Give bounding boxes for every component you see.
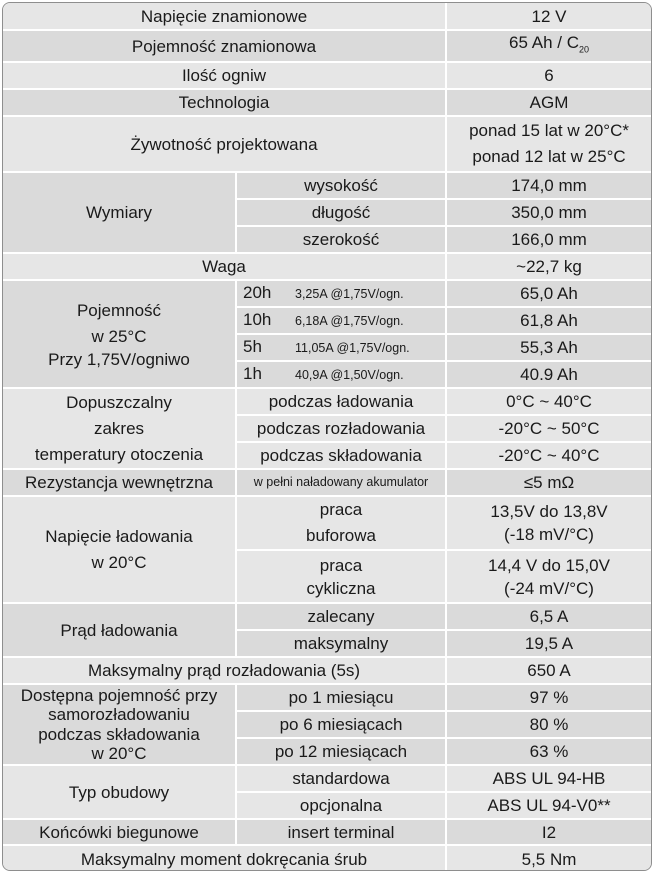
capacity-value: 61,8 Ah (446, 307, 651, 334)
capacity-value: 40.9 Ah (446, 361, 651, 388)
capacity-label-1: Pojemność (76, 301, 162, 321)
float-value-1: 13,5V do 13,8V (490, 502, 608, 522)
design-life-value-2: ponad 12 lat w 25°C (472, 147, 626, 167)
design-life-value-1: ponad 15 lat w 20°C* (469, 121, 629, 141)
row-cells (3, 62, 651, 89)
capacity-rate (236, 307, 446, 334)
charge-current-type: maksymalny (236, 630, 446, 657)
temperature-label-2: zakres (93, 418, 145, 438)
charge-voltage-label-2: w 20°C (91, 552, 147, 572)
self-discharge-value: 63 % (446, 738, 651, 765)
row-charge-current-recommended (3, 603, 651, 630)
capacity-label (3, 280, 236, 388)
dimension-value: 350,0 mm (446, 199, 651, 226)
temperature-condition: podczas składowania (236, 442, 446, 469)
charge-current-value: 19,5 A (446, 630, 651, 657)
float-mode-1: praca (319, 500, 363, 520)
temperature-value: 0°C ~ 40°C (446, 388, 651, 415)
row-technology (3, 89, 651, 116)
capacity-rate (236, 280, 446, 307)
torque-value: 5,5 Nm (446, 845, 651, 871)
self-discharge-label-3: podczas składowania (38, 724, 200, 744)
dimension-label: wysokość (236, 172, 446, 199)
charge-current-label: Prąd ładowania (3, 603, 236, 657)
charge-current-value: 6,5 A (446, 603, 651, 630)
technology-value: AGM (446, 89, 651, 116)
capacity-rate (236, 361, 446, 388)
nominal-capacity-label: Pojemność znamionowa (3, 30, 446, 62)
max-discharge-value: 650 A (446, 657, 651, 684)
weight-value: ~22,7 kg (446, 253, 651, 280)
temperature-label-1: Dopuszczalny (66, 392, 172, 412)
cycle-value (446, 550, 651, 603)
weight-label: Waga (3, 253, 446, 280)
terminals-value: I2 (446, 819, 651, 845)
self-discharge-label (3, 684, 236, 765)
resistance-condition: w pełni naładowany akumulator (236, 469, 446, 496)
capacity-hours: 5h (243, 337, 262, 357)
cells-value: 6 (446, 62, 651, 89)
nominal-capacity-value-main: 65 Ah / C (509, 33, 579, 52)
row-nominal-capacity (3, 30, 651, 62)
capacity-value: 55,3 Ah (446, 334, 651, 361)
float-value (446, 496, 651, 550)
float-value-2: (-18 mV/°C) (504, 525, 594, 545)
cycle-value-1: 14,4 V do 15,0V (488, 555, 610, 575)
row-nominal-voltage (3, 3, 651, 30)
float-mode-2: buforowa (306, 526, 376, 546)
row-capacity-20h (3, 280, 651, 307)
torque-label: Maksymalny moment dokręcania śrub (3, 845, 446, 871)
cycle-mode-1: praca (319, 555, 363, 575)
nominal-capacity-value-sub: 20 (578, 44, 589, 55)
temperature-label (3, 388, 236, 469)
row-max-discharge (3, 657, 651, 684)
spec-table-frame (2, 2, 652, 871)
capacity-label-3: Przy 1,75V/ogniwo (48, 350, 190, 370)
row-case-standard (3, 765, 651, 792)
resistance-label: Rezystancja wewnętrzna (3, 469, 236, 496)
case-value: ABS UL 94-HB (446, 765, 651, 792)
case-variant: opcjonalna (236, 792, 446, 819)
self-discharge-value: 97 % (446, 684, 651, 711)
technology-label: Technologia (3, 89, 446, 116)
self-discharge-label-4: w 20°C (91, 744, 147, 764)
row-terminals (3, 819, 651, 845)
nominal-voltage-value: 12 V (446, 3, 651, 30)
self-discharge-period: po 12 miesiącach (236, 738, 446, 765)
row-resistance (3, 469, 651, 496)
case-variant: standardowa (236, 765, 446, 792)
temperature-label-3: temperatury otoczenia (34, 444, 204, 464)
self-discharge-period: po 6 miesiącach (236, 711, 446, 738)
row-charge-voltage-float (3, 496, 651, 550)
self-discharge-label-2: samorozładowaniu (48, 705, 190, 725)
cycle-mode (236, 550, 446, 603)
nominal-capacity-value (446, 30, 651, 62)
row-self-discharge-1 (3, 684, 651, 711)
float-mode (236, 496, 446, 550)
capacity-value: 65,0 Ah (446, 280, 651, 307)
case-type-label: Typ obudowy (3, 765, 236, 819)
self-discharge-label-1: Dostępna pojemność przy (20, 685, 218, 705)
capacity-hours: 10h (243, 310, 272, 330)
dimension-value: 166,0 mm (446, 226, 651, 253)
capacity-current: 3,25A @1,75V/ogn. (295, 287, 404, 302)
capacity-hours: 1h (243, 364, 262, 384)
case-value: ABS UL 94-V0** (446, 792, 651, 819)
charge-voltage-label (3, 496, 236, 603)
capacity-current: 40,9A @1,50V/ogn. (295, 368, 404, 383)
cycle-mode-2: cykliczna (306, 578, 376, 598)
temperature-condition: podczas rozładowania (236, 415, 446, 442)
max-discharge-label: Maksymalny prąd rozładowania (5s) (3, 657, 446, 684)
terminals-label: Końcówki biegunowe (3, 819, 236, 845)
nominal-voltage-label: Napięcie znamionowe (3, 3, 446, 30)
row-weight (3, 253, 651, 280)
charge-voltage-label-1: Napięcie ładowania (45, 526, 193, 546)
capacity-hours: 20h (243, 283, 272, 303)
row-design-life (3, 116, 651, 172)
temperature-condition: podczas ładowania (236, 388, 446, 415)
temperature-value: -20°C ~ 40°C (446, 442, 651, 469)
dimension-label: długość (236, 199, 446, 226)
row-torque (3, 845, 651, 871)
temperature-value: -20°C ~ 50°C (446, 415, 651, 442)
capacity-current: 6,18A @1,75V/ogn. (295, 314, 404, 329)
terminals-type: insert terminal (236, 819, 446, 845)
row-temp-charge (3, 388, 651, 415)
cycle-value-2: (-24 mV/°C) (504, 578, 594, 598)
spec-table (3, 3, 651, 871)
cells-label: Ilość ogniw (3, 62, 446, 89)
dimension-label: szerokość (236, 226, 446, 253)
charge-current-type: zalecany (236, 603, 446, 630)
design-life-label: Żywotność projektowana (3, 116, 446, 172)
dimension-value: 174,0 mm (446, 172, 651, 199)
capacity-current: 11,05A @1,75V/ogn. (295, 341, 410, 356)
self-discharge-period: po 1 miesiącu (236, 684, 446, 711)
row-dimensions-height (3, 172, 651, 199)
dimensions-label: Wymiary (3, 172, 236, 253)
capacity-rate (236, 334, 446, 361)
capacity-label-2: w 25°C (91, 327, 147, 347)
self-discharge-value: 80 % (446, 711, 651, 738)
resistance-value: ≤5 mΩ (446, 469, 651, 496)
design-life-value (446, 116, 651, 172)
